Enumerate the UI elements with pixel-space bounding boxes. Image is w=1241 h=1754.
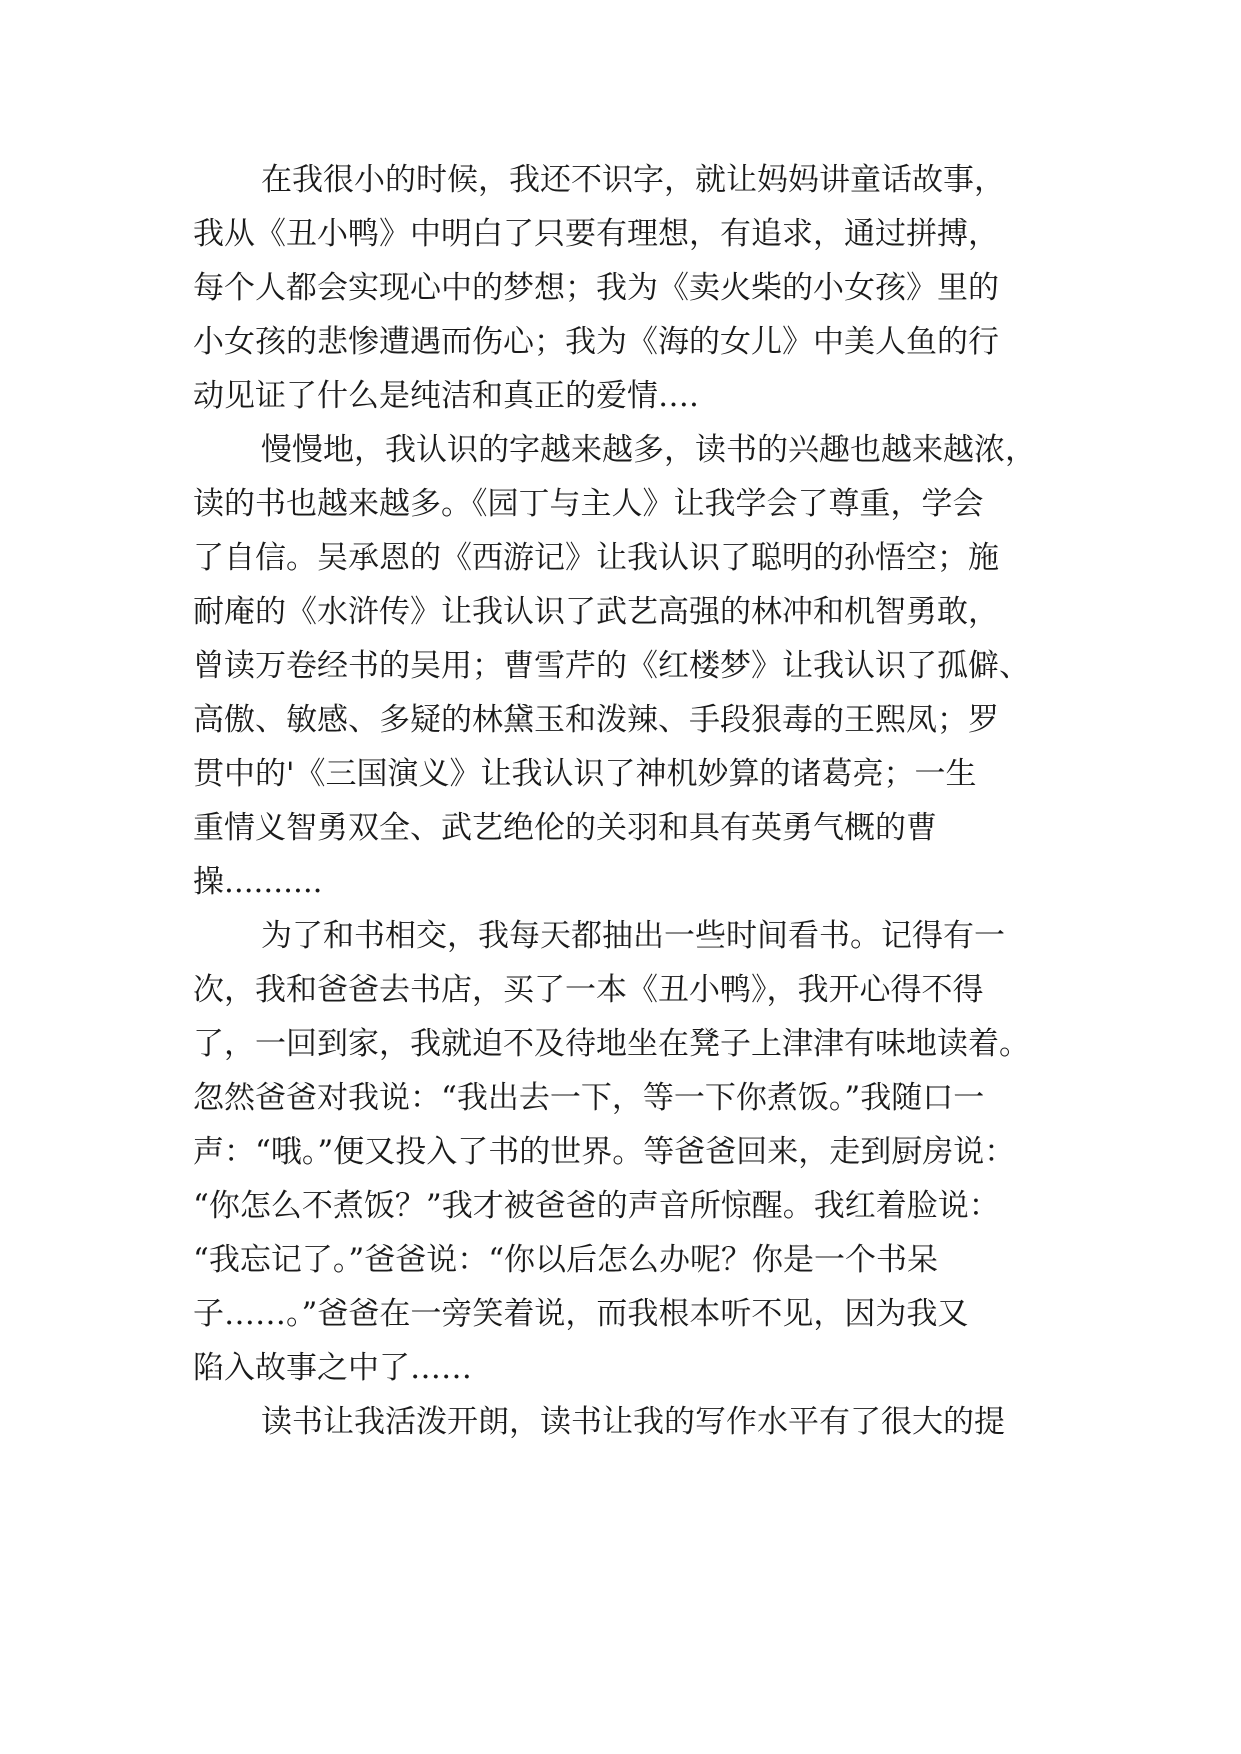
text-line: 在我很小的时候，我还不识字，就让妈妈讲童话故事，: [261, 162, 1005, 198]
text-line: 子……。”爸爸在一旁笑着说，而我根本听不见，因为我又: [193, 1296, 969, 1332]
text-line: “我忘记了。”爸爸说：“你以后怎么办呢？你是一个书呆: [193, 1242, 939, 1278]
text-line: 忽然爸爸对我说：“我出去一下，等一下你煮饭。”我随口一: [193, 1080, 985, 1116]
text-line: 操..........: [193, 864, 323, 900]
text-line: 读书让我活泼开朗，读书让我的写作水平有了很大的提: [261, 1404, 1005, 1440]
text-line: 动见证了什么是纯洁和真正的爱情….: [193, 378, 699, 414]
text-line: 陷入故事之中了……: [193, 1350, 472, 1386]
text-line: 慢慢地，我认识的字越来越多，读书的兴趣也越来越浓，: [261, 432, 1036, 468]
text-line: 高傲、敏感、多疑的林黛玉和泼辣、手段狠毒的王熙凤；罗: [193, 702, 999, 738]
text-line: 曾读万卷经书的吴用；曹雪芹的《红楼梦》让我认识了孤僻、: [193, 648, 1030, 684]
text-line: 次，我和爸爸去书店，买了一本《丑小鸭》，我开心得不得: [193, 972, 984, 1008]
text-line: 贯中的'《三国演义》让我认识了神机妙算的诸葛亮；一生: [193, 756, 977, 792]
text-line: 小女孩的悲惨遭遇而伤心；我为《海的女儿》中美人鱼的行: [193, 324, 999, 360]
text-line: “你怎么不煮饭？”我才被爸爸的声音所惊醒。我红着脸说：: [193, 1188, 1000, 1224]
text-line: 耐庵的《水浒传》让我认识了武艺高强的林冲和机智勇敢，: [193, 594, 999, 630]
text-line: 声：“哦。”便又投入了书的世界。等爸爸回来，走到厨房说：: [193, 1134, 1016, 1170]
text-line: 为了和书相交，我每天都抽出一些时间看书。记得有一: [261, 918, 1005, 954]
text-line: 了，一回到家，我就迫不及待地坐在凳子上津津有味地读着。: [193, 1026, 1030, 1062]
text-line: 读的书也越来越多。《园丁与主人》让我学会了尊重，学会: [193, 486, 984, 522]
text-line: 了自信。吴承恩的《西游记》让我认识了聪明的孙悟空；施: [193, 540, 999, 576]
text-line: 重情义智勇双全、武艺绝伦的关羽和具有英勇气概的曹: [193, 810, 937, 846]
text-line: 我从《丑小鸭》中明白了只要有理想，有追求，通过拼搏，: [193, 216, 999, 252]
text-line: 每个人都会实现心中的梦想；我为《卖火柴的小女孩》里的: [193, 270, 999, 306]
